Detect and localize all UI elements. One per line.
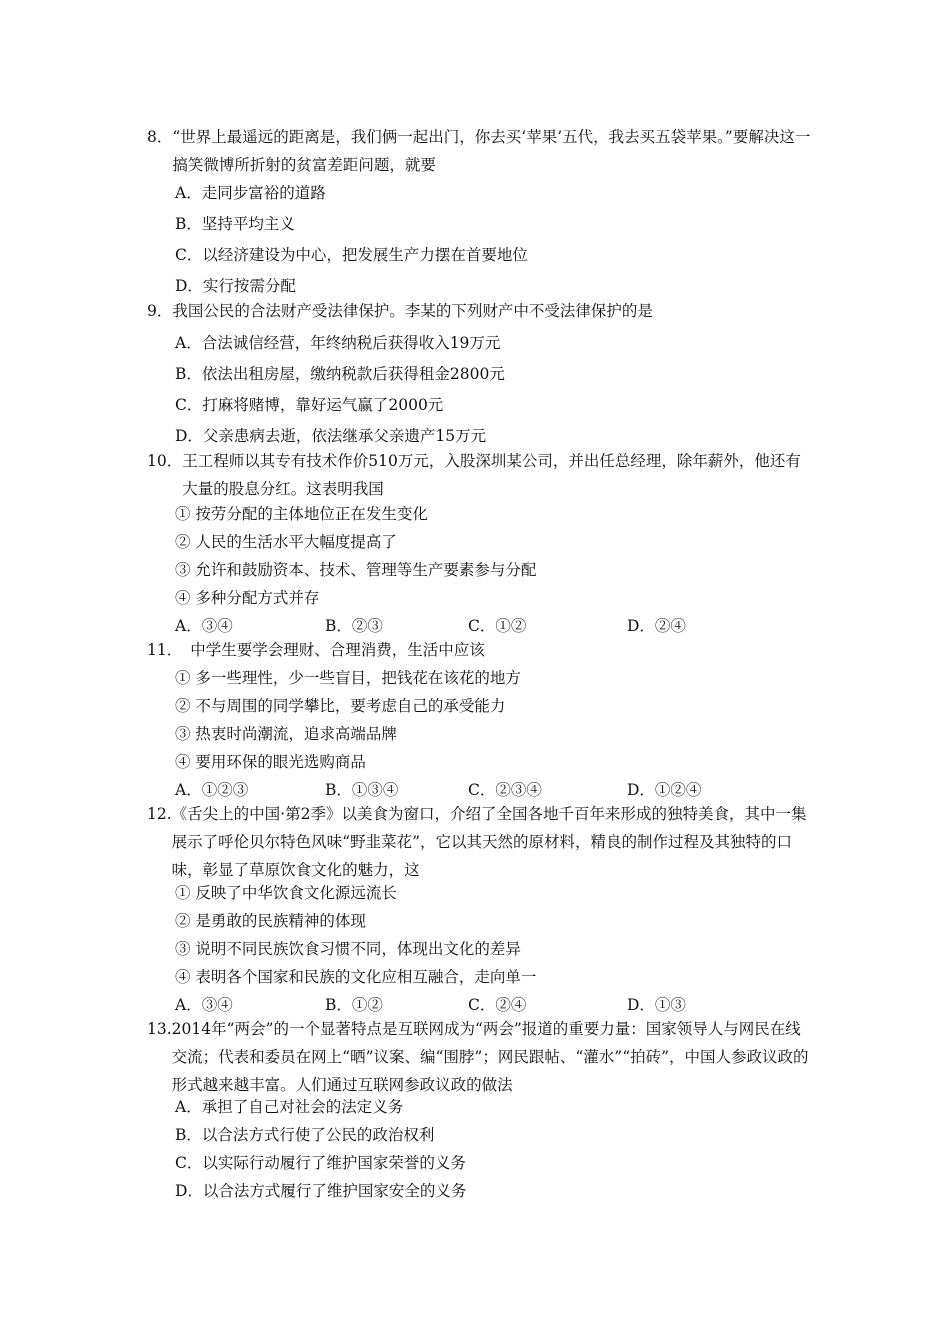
option-b: B．依法出租房屋，缴纳税款后获得租金2800元 bbox=[175, 365, 505, 383]
choice-b: B．②③ bbox=[325, 617, 383, 635]
choice-a: A．①②③ bbox=[175, 781, 249, 799]
choice-c: C．②③④ bbox=[468, 781, 542, 799]
statement-item: ③ 热衷时尚潮流，追求高端品牌 bbox=[175, 725, 397, 743]
question-stem: “世界上最遥远的距离是，我们俩一起出门，你去买‘苹果’五代，我去买五袋苹果。”要解决这一搞笑微博所折射的贫富差距问题，就要 bbox=[172, 128, 811, 174]
option-b: B．坚持平均主义 bbox=[175, 215, 295, 233]
choice-d: D．①③ bbox=[627, 996, 686, 1014]
question-number: 8． bbox=[147, 128, 173, 146]
choice-d: D．②④ bbox=[627, 617, 686, 635]
option-a: A．走同步富裕的道路 bbox=[175, 184, 326, 202]
choice-c: C．②④ bbox=[468, 996, 527, 1014]
statement-item: ① 反映了中华饮食文化源远流长 bbox=[175, 884, 397, 902]
choice-c: C．①② bbox=[468, 617, 527, 635]
option-c: C．打麻将赌博，靠好运气赢了2000元 bbox=[175, 396, 444, 414]
statement-item: ② 人民的生活水平大幅度提高了 bbox=[175, 533, 397, 551]
statement-item: ② 不与周围的同学攀比，要考虑自己的承受能力 bbox=[175, 697, 506, 715]
question-number: 13. bbox=[147, 1020, 172, 1038]
question-12 bbox=[147, 800, 812, 884]
statement-item: ① 按劳分配的主体地位正在发生变化 bbox=[175, 505, 428, 523]
statement-item: ① 多一些理性，少一些盲目，把钱花在该花的地方 bbox=[175, 669, 521, 687]
choice-a: A．③④ bbox=[175, 996, 233, 1014]
option-a: A．承担了自己对社会的法定义务 bbox=[175, 1098, 404, 1116]
question-11 bbox=[147, 636, 812, 664]
question-10 bbox=[147, 447, 812, 503]
question-number: 12. bbox=[147, 805, 172, 823]
option-c: C．以实际行动履行了维护国家荣誉的义务 bbox=[175, 1154, 466, 1172]
option-d: D．实行按需分配 bbox=[175, 277, 296, 295]
statement-item: ④ 表明各个国家和民族的文化应相互融合，走向单一 bbox=[175, 968, 537, 986]
statement-item: ③ 说明不同民族饮食习惯不同，体现出文化的差异 bbox=[175, 940, 521, 958]
question-9 bbox=[147, 297, 812, 325]
choice-a: A．③④ bbox=[175, 617, 233, 635]
choice-b: B．①③④ bbox=[325, 781, 399, 799]
option-b: B．以合法方式行使了公民的政治权利 bbox=[175, 1126, 435, 1144]
choice-b: B．①② bbox=[325, 996, 383, 1014]
question-stem: 《舌尖上的中国·第2季》以美食为窗口，介绍了全国各地千百年来形成的独特美食，其中一集展示了呼伦贝尔特色风味“野韭菜花”，它以其天然的原材料，精良的制作过程及其独特的口味，彰显了草原饮食文化的魅力，这 bbox=[171, 805, 807, 879]
question-stem: 中学生要学会理财、合理消费，生活中应该 bbox=[190, 641, 485, 659]
option-d: D．父亲患病去逝，依法继承父亲遗产15万元 bbox=[175, 427, 487, 445]
question-stem: 我国公民的合法财产受法律保护。李某的下列财产中不受法律保护的是 bbox=[172, 302, 653, 320]
question-number: 10． bbox=[147, 452, 183, 470]
question-stem: 2014年“两会”的一个显著特点是互联网成为“两会”报道的重要力量：国家领导人与网民在线交流；代表和委员在网上“晒”议案、编“围脖”；网民跟帖、“灌水”“拍砖”，中国人参政议政的形式越来越丰富。人们通过互联网参政议政的做法 bbox=[171, 1020, 809, 1094]
option-a: A．合法诚信经营，年终纳税后获得收入19万元 bbox=[175, 334, 501, 352]
statement-item: ④ 要用环保的眼光选购商品 bbox=[175, 753, 366, 771]
statement-item: ③ 允许和鼓励资本、技术、管理等生产要素参与分配 bbox=[175, 561, 537, 579]
choice-d: D．①②④ bbox=[627, 781, 702, 799]
statement-item: ② 是勇敢的民族精神的体现 bbox=[175, 912, 366, 930]
option-c: C．以经济建设为中心，把发展生产力摆在首要地位 bbox=[175, 246, 528, 264]
statement-item: ④ 多种分配方式并存 bbox=[175, 589, 320, 607]
question-stem: 王工程师以其专有技术作价510万元，入股深圳某公司，并出任总经理，除年薪外，他还有大量的股息分红。这表明我国 bbox=[182, 452, 801, 498]
option-d: D．以合法方式履行了维护国家安全的义务 bbox=[175, 1182, 467, 1200]
question-number: 9． bbox=[147, 302, 173, 320]
question-8 bbox=[147, 123, 812, 179]
question-13 bbox=[147, 1015, 812, 1099]
question-number: 11． bbox=[147, 641, 183, 659]
